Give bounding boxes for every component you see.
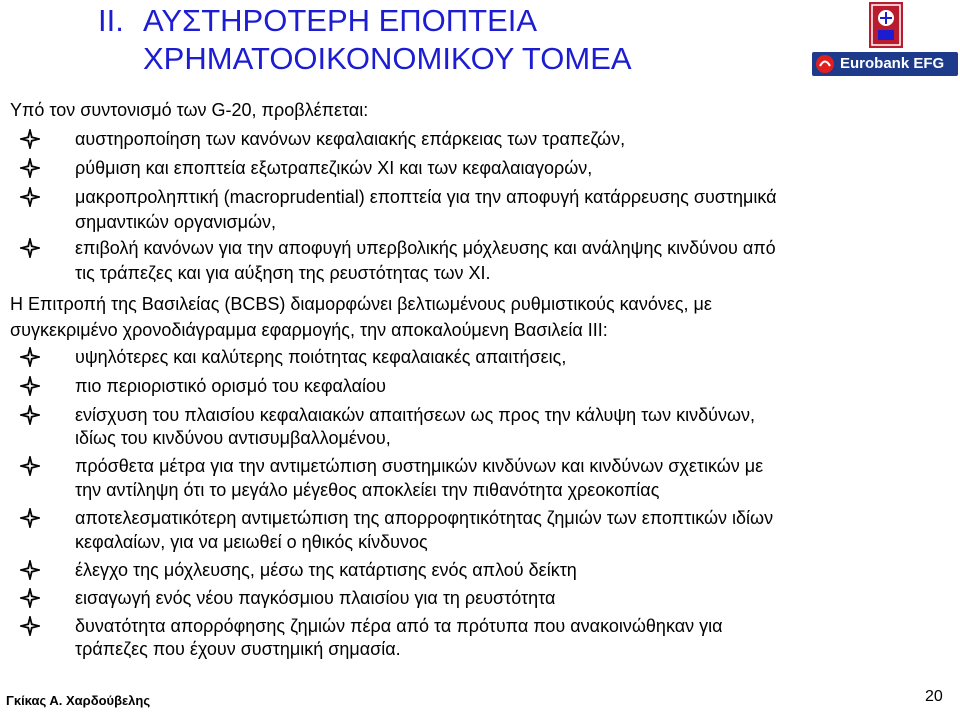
diamond-bullet-icon (20, 158, 40, 178)
eurobank-logo-text: Eurobank EFG (840, 55, 945, 72)
diamond-bullet-icon (20, 187, 40, 207)
diamond-bullet-icon (20, 508, 40, 528)
bullet-1-3: μακροπροληπτική (macroprudential) εποπτεία για την αποφυγή κατάρρευσης συστημικά (75, 187, 777, 207)
bullet-2-1: υψηλότερες και καλύτερης ποιότητας κεφαλαιακές απαιτήσεις, (75, 347, 567, 367)
diamond-bullet-icon (20, 376, 40, 396)
bullet-2-3-cont: ιδίως του κινδύνου αντισυμβαλλομένου, (75, 428, 391, 448)
university-crest-icon (869, 2, 903, 48)
footer-author: Γκίκας Α. Χαρδούβελης (6, 693, 151, 708)
bullet-2-4: πρόσθετα μέτρα για την αντιμετώπιση συστημικών κινδύνων και κινδύνων σχετικών με (75, 456, 764, 476)
intro-paragraph-1: Υπό τον συντονισμό των G-20, προβλέπεται: (10, 100, 369, 120)
eurobank-logo (812, 52, 958, 76)
diamond-bullet-icon (20, 405, 40, 425)
intro-paragraph-2-cont: συγκεκριμένο χρονοδιάγραμμα εφαρμογής, την αποκαλούμενη Βασιλεία ΙΙΙ: (10, 320, 608, 340)
logo-block (812, 2, 958, 78)
bullet-1-4: επιβολή κανόνων για την αποφυγή υπερβολικής μόχλευσης και ανάληψης κινδύνου από (75, 238, 776, 258)
bullet-2-6: έλεγχο της μόχλευσης, μέσω της κατάρτισης ενός απλού δείκτη (75, 560, 577, 580)
bullet-2-5-cont: κεφαλαίων, για να μειωθεί ο ηθικός κίνδυνος (75, 532, 428, 552)
title-number: ΙΙ. (98, 3, 124, 38)
diamond-bullet-icon (20, 129, 40, 149)
slide-title (98, 2, 798, 78)
bullet-1-2: ρύθμιση και εποπτεία εξωτραπεζικών ΧΙ και των κεφαλαιαγορών, (75, 158, 593, 178)
bullet-2-8: δυνατότητα απορρόφησης ζημιών πέρα από τα πρότυπα που ανακοινώθηκαν για (75, 616, 723, 636)
title-line-2: ΧΡΗΜΑΤΟΟΙΚΟΝΟΜΙΚΟΥ ΤΟΜΕΑ (143, 41, 632, 76)
bullet-2-8-cont: τράπεζες που έχουν συστημική σημασία. (75, 639, 401, 659)
diamond-bullet-icon (20, 588, 40, 608)
bullet-2-3: ενίσχυση του πλαισίου κεφαλαιακών απαιτήσεων ως προς την κάλυψη των κινδύνων, (75, 405, 756, 425)
diamond-bullet-icon (20, 560, 40, 580)
eurobank-mark-icon (815, 54, 835, 74)
title-line-1: ΑΥΣΤΗΡΟΤΕΡΗ ΕΠΟΠΤΕΙΑ (143, 3, 538, 38)
intro-paragraph-2: Η Επιτροπή της Βασιλείας (BCBS) διαμορφώνει βελτιωμένους ρυθμιστικούς κανόνες, με (10, 294, 712, 314)
bullet-1-3-cont: σημαντικών οργανισμών, (75, 212, 277, 232)
bullet-1-4-cont: τις τράπεζες και για αύξηση της ρευστότητας των ΧΙ. (75, 263, 491, 283)
bullet-2-5: αποτελεσματικότερη αντιμετώπιση της απορροφητικότητας ζημιών των εποπτικών ιδίων (75, 508, 774, 528)
bullet-2-4-cont: την αντίληψη ότι το μεγάλο μέγεθος αποκλείει την πιθανότητα χρεοκοπίας (75, 480, 660, 500)
bullet-1-1: αυστηροποίηση των κανόνων κεφαλαιακής επάρκειας των τραπεζών, (75, 129, 626, 149)
diamond-bullet-icon (20, 616, 40, 636)
diamond-bullet-icon (20, 238, 40, 258)
bullet-2-2: πιο περιοριστικό ορισμό του κεφαλαίου (75, 376, 386, 396)
bullet-2-7: εισαγωγή ενός νέου παγκόσμιου πλαισίου για τη ρευστότητα (75, 588, 556, 608)
diamond-bullet-icon (20, 347, 40, 367)
diamond-bullet-icon (20, 456, 40, 476)
page-number: 20 (925, 688, 943, 705)
